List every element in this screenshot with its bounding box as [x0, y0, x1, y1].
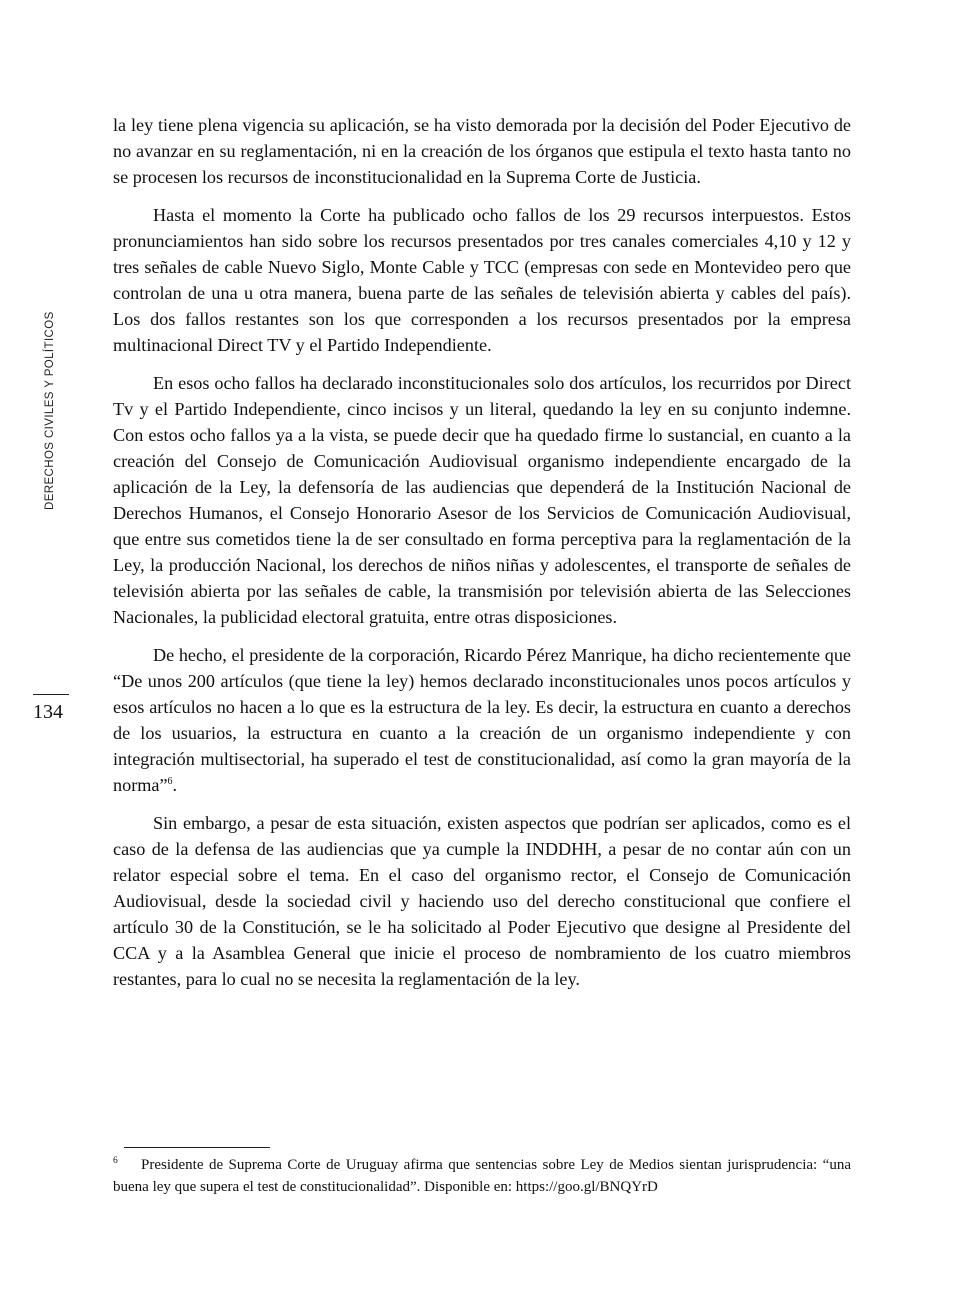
paragraph-2: Hasta el momento la Corte ha publicado ocho fallos de los 29 recursos interpuestos. Estos pronunciamientos han sido sobre los recursos presentados por tres canales comerciales 4,10 y 12 y tres señales de cable Nuevo Siglo, Monte Cable y TCC (empresas con sede en Montevideo pero que controlan de una u otra manera, buena parte de las señales de televisión abierta y cables del país). Los dos fallos restantes son los que corresponden a los recursos presentados por la empresa multinacional Direct TV y el Partido Independiente.	[113, 205, 851, 355]
running-header: DERECHOS CIVILES Y POLÍTICOS	[44, 311, 56, 510]
page-number-rule	[33, 694, 69, 695]
page-number: 134	[33, 701, 63, 723]
footnote: 6 Presidente de Suprema Corte de Uruguay afirma que sentencias sobre Ley de Medios sientan jurisprudencia: “una buena ley que supera el test de constitucionalidad”. Disponible en: https://goo.gl/BNQYrD	[113, 1156, 851, 1195]
paragraph-4	[113, 642, 851, 798]
footnote-reference[interactable]: 6	[167, 775, 173, 787]
paragraph-5: Sin embargo, a pesar de esta situación, existen aspectos que podrían ser aplicados, como es el caso de la defensa de las audiencias que ya cumple la INDDHH, a pesar de no contar aún con un relator especial sobre el tema. En el caso del organismo rector, el Consejo de Comunicación Audiovisual, desde la sociedad civil y haciendo uso del derecho constitucional que confiere el artículo 30 de la Constitución, se le ha solicitado al Poder Ejecutivo que designe al Presidente del CCA y a la Asamblea General que inicie el proceso de nombramiento de los cuatro miembros restantes, para lo cual no se necesita la reglamentación de la ley.	[113, 813, 851, 989]
body-text	[113, 112, 851, 1004]
paragraph-4-end: .	[172, 775, 178, 795]
paragraph-3: En esos ocho fallos ha declarado inconstitucionales solo dos artículos, los recurridos por Direct Tv y el Partido Independiente, cinco incisos y un literal, quedando la ley en su conjunto indemne. Con estos ocho fallos ya a la vista, se puede decir que ha quedado firme lo sustancial, en cuanto a la creación del Consejo de Comunicación Audiovisual organismo independiente encargado de la aplicación de la Ley, la defensoría de las audiencias que dependerá de la Institución Nacional de Derechos Humanos, el Consejo Honorario Asesor de los Servicios de Comunicación Audiovisual, que entre sus cometidos tiene la de ser consultado en forma perceptiva para la reglamentación de la Ley, la producción Nacional, los derechos de niños niñas y adolescentes, el transporte de señales de televisión abierta por las señales de cable, la transmisión por televisión abierta de las Selecciones Nacionales, la publicidad electoral gratuita, entre otras disposiciones.	[113, 373, 851, 627]
footnote-separator	[124, 1147, 270, 1148]
paragraph-4-text: De hecho, el presidente de la corporación, Ricardo Pérez Manrique, ha dicho recientemente que “De unos 200 artículos (que tiene la ley) hemos declarado inconstitucionales unos pocos artículos y esos artículos no hacen a lo que es la estructura de la ley. Es decir, la estructura en cuanto a derechos de los usuarios, la estructura en cuanto a la creación de un organismo independiente y con integración multisectorial, ha superado el test de constitucionalidad, así como la gran mayoría de la norma”	[113, 645, 851, 795]
paragraph-1: la ley tiene plena vigencia su aplicación, se ha visto demorada por la decisión del Poder Ejecutivo de no avanzar en su reglamentación, ni en la creación de los órganos que estipula el texto hasta tanto no se procesen los recursos de inconstitucionalidad en la Suprema Corte de Justicia.	[113, 115, 851, 187]
footnote-text: Presidente de Suprema Corte de Uruguay afirma que sentencias sobre Ley de Medios sientan jurisprudencia: “una buena ley que supera el test de constitucionalidad”. Disponible en: https://goo.gl/BNQYrD	[113, 1157, 851, 1195]
